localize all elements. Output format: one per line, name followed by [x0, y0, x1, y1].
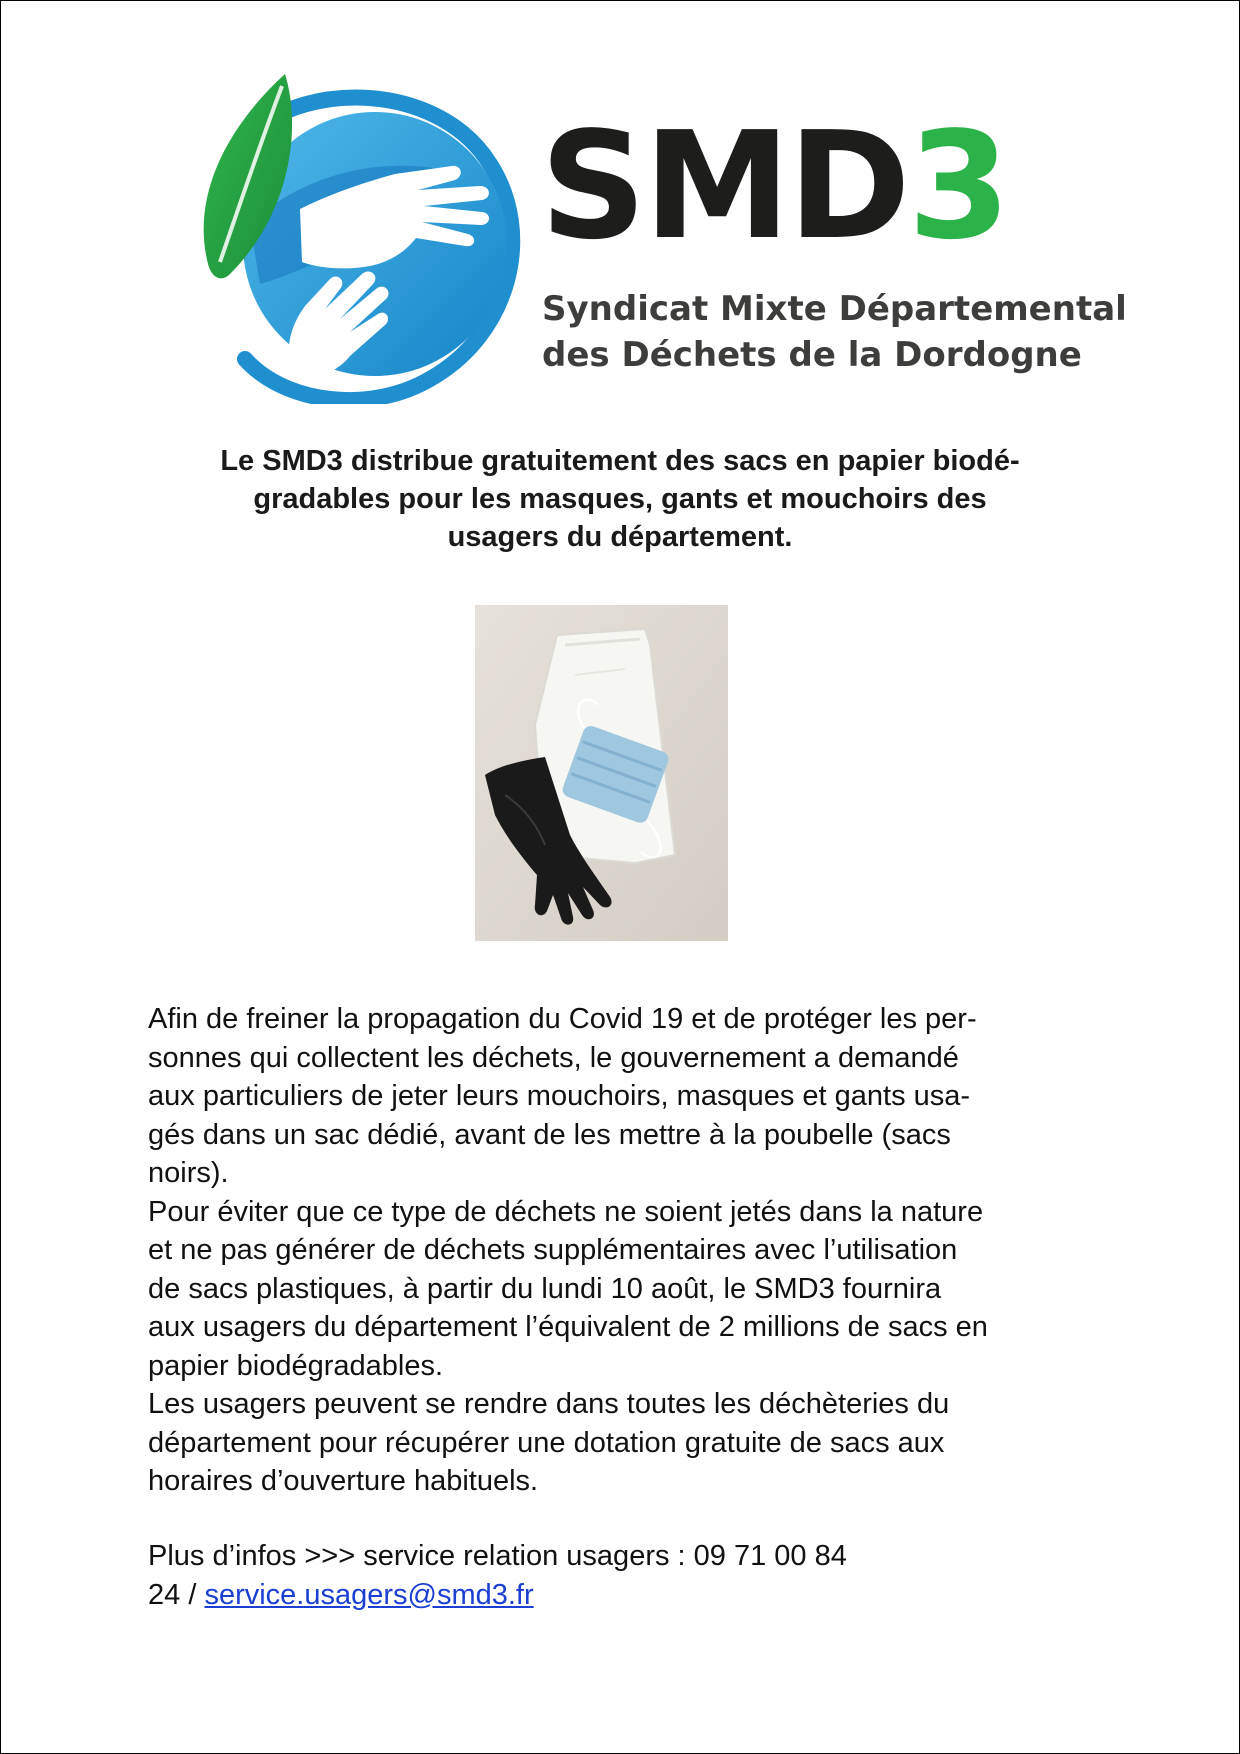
- body-line: aux particuliers de jeter leurs mouchoirs, masques et gants usa-: [148, 1080, 971, 1112]
- wordmark-main: SMD: [540, 100, 908, 272]
- paper-bag-mask-glove-photo: [475, 605, 728, 941]
- body-line: papier biodégradables.: [148, 1349, 444, 1382]
- logo-tagline: [542, 286, 1127, 378]
- wordmark-accent: 3: [907, 100, 1008, 272]
- email-link[interactable]: service.usagers@smd3.fr: [204, 1578, 534, 1611]
- body-line: sonnes qui collectent les déchets, le gouvernement a demandé: [148, 1041, 959, 1074]
- body-line: gés dans un sac dédié, avant de les mettre à la poubelle (sacs: [148, 1118, 951, 1151]
- body-line: aux usagers du département l’équivalent de 2 millions de sacs en: [148, 1311, 988, 1343]
- smd3-logo: [190, 74, 1127, 404]
- body-line: noirs).: [148, 1157, 229, 1189]
- contact-info: [148, 1537, 1128, 1614]
- body-line: Afin de freiner la propagation du Covid 19 et de protéger les per-: [148, 1003, 977, 1035]
- logo-wordmark: [540, 100, 1008, 272]
- tagline-line: des Déchets de la Dordogne: [542, 335, 1082, 375]
- headline-line: gradables pour les masques, gants et mouchoirs des: [253, 483, 987, 515]
- contact-email-line: [148, 1576, 1128, 1615]
- tagline-line: Syndicat Mixte Départemental: [542, 289, 1127, 329]
- hands-globe-leaf-icon: [190, 74, 530, 404]
- body-line: et ne pas générer de déchets supplémentaires avec l’utilisation: [148, 1234, 958, 1266]
- headline: [150, 442, 1090, 556]
- body-text: [148, 1000, 1128, 1501]
- headline-line: usagers du département.: [447, 521, 793, 553]
- body-line: horaires d’ouverture habituels.: [148, 1465, 539, 1497]
- phone-suffix: 24 /: [148, 1578, 205, 1611]
- contact-phone-line: Plus d’infos >>> service relation usagers : 09 71 00 84: [148, 1540, 847, 1572]
- body-line: département pour récupérer une dotation gratuite de sacs aux: [148, 1426, 945, 1459]
- body-line: Pour éviter que ce type de déchets ne soient jetés dans la nature: [148, 1195, 984, 1228]
- body-line: Les usagers peuvent se rendre dans toutes les déchèteries du: [148, 1388, 950, 1420]
- body-line: de sacs plastiques, à partir du lundi 10 août, le SMD3 fournira: [148, 1272, 942, 1305]
- headline-line: Le SMD3 distribue gratuitement des sacs en papier biodé-: [220, 445, 1020, 477]
